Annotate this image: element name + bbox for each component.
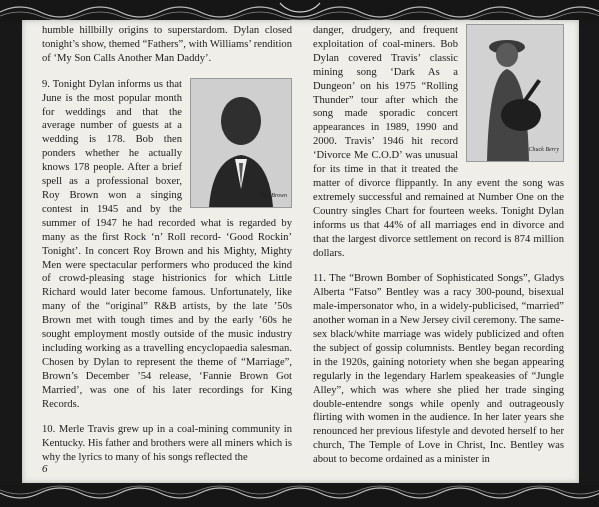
right-paragraph-1: danger, drudgery, and frequent exploitation of coal-miners. Bob Dylan covered Travis’ classic mining song ‘Dark As a Dungeon’ on his 1975 “Rolling Thunder” tour after which the song made sporadic concert appearances in 1989, 1990 and 2000. Travis’ 1946 hit record ‘Divorce Me C.O.D’ was unusual for its time in that it treated the matter of divorce flippantly. In any event the song was extremely successful and remained at Number One on the Country singles Chart for fourteen weeks. Tonight Dylan informs us that 44% of all marriages end in divorce and that the largest divorce settlement on record is 874 million dollars.: [313, 25, 564, 259]
left-paragraph-1: humble hillbilly origins to superstardom. Dylan closed tonight’s show, themed “Fathers”, with Williams’ rendition of ‘My Son Calls Another Man Daddy’.: [42, 25, 292, 64]
guitarist-caption: Chuck Berry: [528, 147, 559, 154]
right-column: [313, 24, 564, 479]
left-paragraph-3: 10. Merle Travis grew up in a coal-mining community in Kentucky. His father and brothers were all miners which is why the lyrics to many of his songs reflected the: [42, 424, 292, 464]
bottom-ornamental-border: [0, 485, 599, 507]
right-paragraph-2: 11. The “Brown Bomber of Sophisticated Songs”, Gladys Alberta “Fatso” Bentley was a racy 300-pound, bisexual male-impersonator who, in a widely-publicised, “married” another woman in a New Jersey civil ceremony. The same-sex black/white marriage was widely publicized and often the subject of gossip columnists. Bentley began recording in the 1920s, gaining notoriety when she began appearing regularly in the legendary Harlem speakeasies of “Jungle Alley”, which was where she plied her trade singing double-entendre songs while openly and outrageously flirting with women in the audience. In her later years she renounced her previous lifestyle and devoted herself to her church, The Temple of Love in Christ, Inc. Bentley was about to become ordained as a minister in: [313, 273, 564, 466]
top-ornamental-border: [0, 0, 599, 22]
booklet-page: [22, 20, 579, 483]
left-column: [42, 24, 292, 477]
page-number: 6: [42, 463, 48, 475]
roy-brown-caption: Roy Brown: [260, 192, 287, 199]
roy-brown-portrait-image: [191, 79, 291, 207]
roy-brown-photo: [190, 78, 292, 208]
guitarist-portrait-image: [467, 25, 563, 161]
guitarist-photo: [466, 24, 564, 162]
left-paragraph-2: 9. Tonight Dylan informs us that June is the most popular month for weddings and that the average number of guests at a wedding is 178. Bob then ponders whether he actually knows 178 people. After a brief spell as a professional boxer, Roy Brown won a singing contest in 1945 and by the summer of 1947 he had recorded what is regarded by many as the first Rock ‘n’ Roll record- ‘Good Rockin’ Tonight’. In concert Roy Brown and his Mighty, Mighty Men were spectacular performers who produced the kind of crowd-pleasing stage histrionics for which Little Richard would later become famous. Unfortunately, like many of the “original” R&B artists, by the late ’50s Brown met with tough times and by the early ’60s he sought employment mostly outside of the music industry including working as a travelling encyclopaedia salesman. Chosen by Dylan to represent the theme of “Marriage”, Brown’s December ’54 release, ‘Fannie Brown Got Married’, was one of his later recordings for King Records.: [42, 78, 292, 410]
